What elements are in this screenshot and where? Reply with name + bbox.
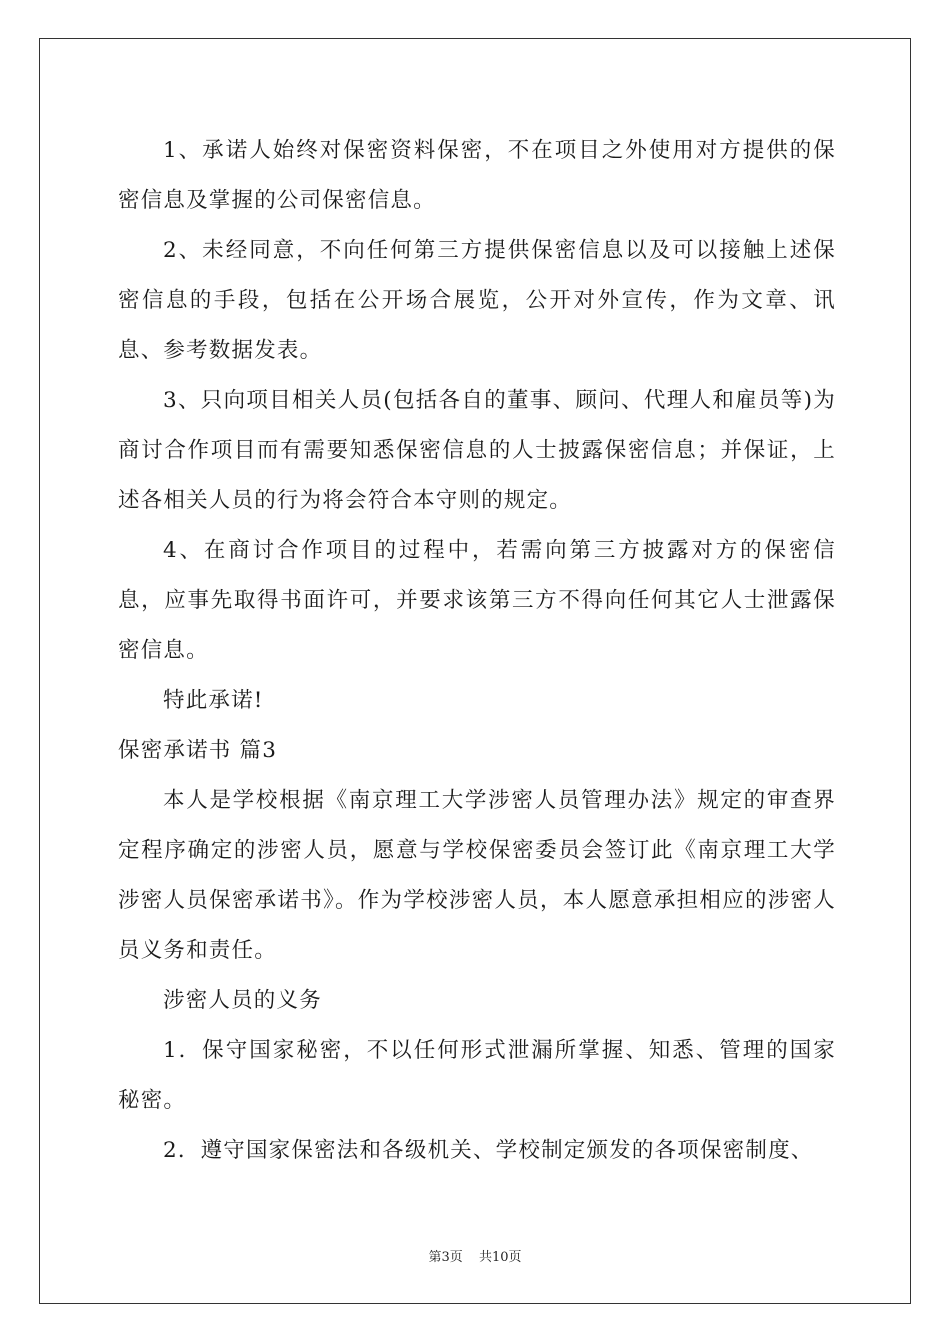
paragraph-4: 4、在商讨合作项目的过程中，若需向第三方披露对方的保密信息，应事先取得书面许可，并要求该第三方不得向任何其它人士泄露保密信息。	[118, 538, 836, 663]
page-number: 第3页	[428, 1250, 463, 1265]
document-body	[118, 126, 836, 1176]
page-total: 共10页	[478, 1250, 522, 1265]
section-paragraph-1: 本人是学校根据《南京理工大学涉密人员管理办法》规定的审查界定程序确定的涉密人员，愿意与学校保密委员会签订此《南京理工大学涉密人员保密承诺书》。作为学校涉密人员，本人愿意承担相应的涉密人员义务和责任。	[118, 788, 836, 963]
paragraph-closing: 特此承诺!	[163, 688, 264, 713]
section-subheading: 涉密人员的义务	[163, 988, 322, 1013]
paragraph-1: 1、承诺人始终对保密资料保密，不在项目之外使用对方提供的保密信息及掌握的公司保密信息。	[118, 138, 836, 213]
section-paragraph-3: 2．遵守国家保密法和各级机关、学校制定颁发的各项保密制度、	[163, 1138, 814, 1163]
page-footer	[0, 1246, 950, 1265]
paragraph-3: 3、只向项目相关人员(包括各自的董事、顾问、代理人和雇员等)为商讨合作项目而有需要知悉保密信息的人士披露保密信息；并保证，上述各相关人员的行为将会符合本守则的规定。	[118, 388, 836, 513]
section-paragraph-2: 1．保守国家秘密，不以任何形式泄漏所掌握、知悉、管理的国家秘密。	[118, 1038, 836, 1113]
section-heading: 保密承诺书 篇3	[118, 738, 278, 763]
paragraph-2: 2、未经同意，不向任何第三方提供保密信息以及可以接触上述保密信息的手段，包括在公开场合展览，公开对外宣传，作为文章、讯息、参考数据发表。	[118, 238, 836, 363]
